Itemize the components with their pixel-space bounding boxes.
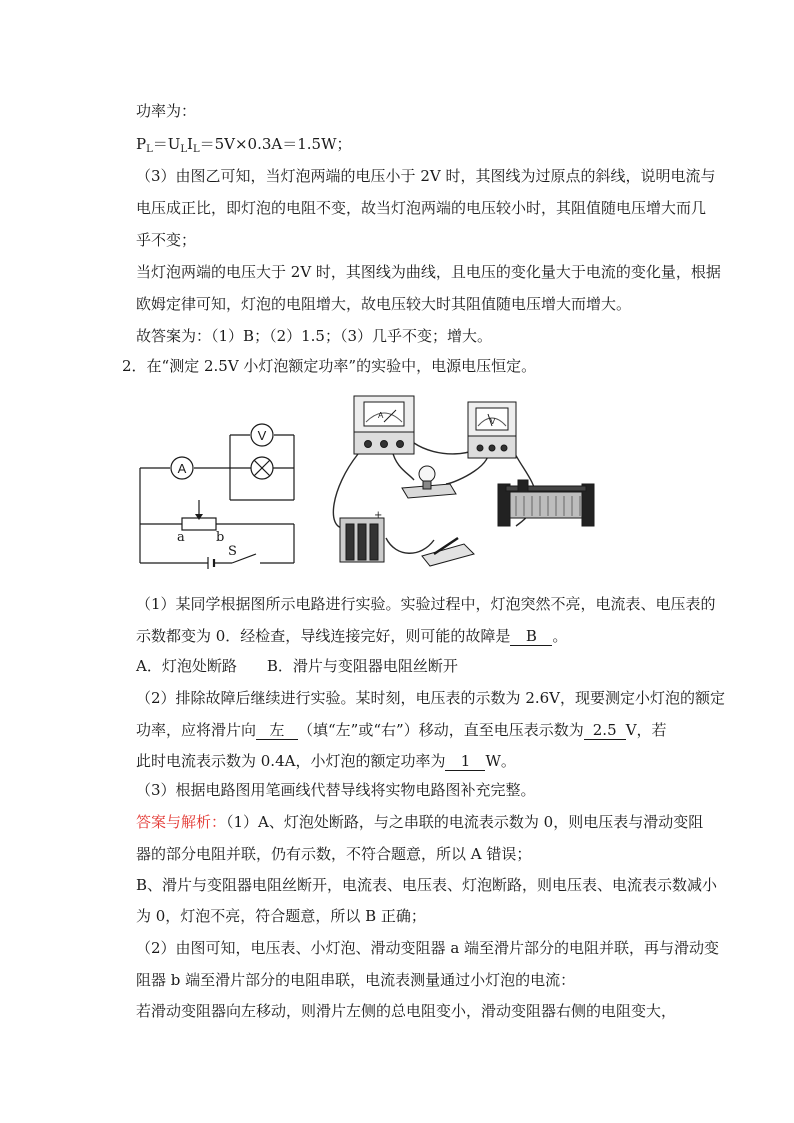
q2-line1: （2）排除故障后继续进行实验。某时刻，电压表的示数为 2.6V，现要测定小灯泡的额定 bbox=[136, 689, 726, 707]
analysis-line1: 答案与解析：（1）A、灯泡处断路，与之串联的电流表示数为 0，则电压表与滑动变阻 bbox=[136, 813, 704, 831]
ammeter-device bbox=[354, 396, 414, 454]
q1-answer-blank: B bbox=[510, 627, 552, 646]
q2-line3: 此时电流表示数为 0.4A，小灯泡的额定功率为 1 W。 bbox=[136, 752, 516, 770]
switch-device bbox=[422, 538, 474, 566]
q1-options bbox=[136, 656, 458, 676]
voltmeter-device-label: V bbox=[490, 417, 496, 426]
q2-power-blank: 1 bbox=[445, 752, 485, 771]
ammeter-device-label: A bbox=[378, 411, 384, 420]
solution-p3-line2: 电压成正比，即灯泡的电阻不变，故当灯泡两端的电压较小时，其阻值随电压增大而几 bbox=[136, 199, 707, 217]
bulb-holder bbox=[402, 466, 456, 498]
slider-arrow bbox=[195, 514, 203, 520]
circuit-diagram bbox=[130, 418, 310, 578]
lamp-symbol bbox=[251, 457, 273, 479]
terminal-a-label: a bbox=[177, 530, 185, 545]
q2-voltage-blank: 2.5 bbox=[584, 721, 626, 740]
option-a: A．灯泡处断路 bbox=[136, 657, 237, 675]
analysis-line2: 器的部分电阻并联，仍有示数，不符合题意，所以 A 错误； bbox=[136, 845, 532, 863]
analysis-a2-line2: 阻器 b 端至滑片部分的电阻串联，电流表测量通过小灯泡的电流： bbox=[136, 971, 576, 989]
analysis-label: 答案与解析： bbox=[136, 813, 227, 831]
q2-line2: 功率，应将滑片向 左 （填“左”或“右”）移动，直至电压表示数为 2.5 V，若 bbox=[136, 721, 667, 739]
q3-line: （3）根据电路图用笔画线代替导线将实物电路图补充完整。 bbox=[136, 781, 536, 799]
q1-line1: （1）某同学根据图所示电路进行实验。实验过程中，灯泡突然不亮，电流表、电压表的 bbox=[136, 595, 716, 613]
analysis-b-line2: 为 0，灯泡不亮，符合题意，所以 B 正确； bbox=[136, 907, 426, 925]
solution-p4-line2: 欧姆定律可知，灯泡的电阻增大，故电压较大时其阻值随电压增大而增大。 bbox=[136, 295, 632, 313]
battery-symbol bbox=[208, 557, 214, 569]
solution-p3-line3: 乎不变； bbox=[136, 231, 197, 249]
power-label: 功率为： bbox=[136, 102, 197, 120]
solution-p3-line1: （3）由图乙可知，当灯泡两端的电压小于 2V 时，其图线为过原点的斜线，说明电流与 bbox=[136, 167, 716, 185]
q1-line2: 示数都变为 0．经检查，导线连接完好，则可能的故障是 B 。 bbox=[136, 627, 568, 645]
voltmeter-label: V bbox=[257, 428, 267, 443]
terminal-b-label: b bbox=[216, 530, 225, 545]
analysis-a2-line3: 若滑动变阻器向左移动，则滑片左侧的总电阻变小，滑动变阻器右侧的电阻变大， bbox=[136, 1002, 677, 1020]
battery-device bbox=[340, 518, 384, 562]
question-2-title: 2．在“测定 2.5V 小灯泡额定功率”的实验中，电源电压恒定。 bbox=[122, 357, 537, 375]
solution-p4-line1: 当灯泡两端的电压大于 2V 时，其图线为曲线，且电压的变化量大于电流的变化量，根据 bbox=[136, 263, 721, 281]
option-b: B．滑片与变阻器电阻丝断开 bbox=[266, 657, 458, 675]
apparatus-photo bbox=[326, 388, 626, 576]
voltmeter-device bbox=[468, 402, 516, 458]
switch-label: S bbox=[228, 544, 237, 559]
analysis-a2-line1: （2）由图可知，电压表、小灯泡、滑动变阻器 a 端至滑片部分的电阻并联，再与滑动变 bbox=[136, 939, 720, 957]
solution-answer: 故答案为：（1）B；（2）1.5；（3）几乎不变；增大。 bbox=[136, 327, 493, 345]
ammeter-label: A bbox=[177, 461, 187, 476]
battery-plus-label: + bbox=[374, 510, 383, 521]
analysis-b-line1: B、滑片与变阻器电阻丝断开，电流表、电压表、灯泡断路，则电压表、电流表示数减小 bbox=[136, 876, 718, 894]
power-formula: $P_L=U_LI_L=5V\times 0.3A=1.5W$； bbox=[136, 135, 352, 155]
q2-direction-blank: 左 bbox=[256, 721, 298, 740]
rheostat-device bbox=[498, 480, 594, 526]
